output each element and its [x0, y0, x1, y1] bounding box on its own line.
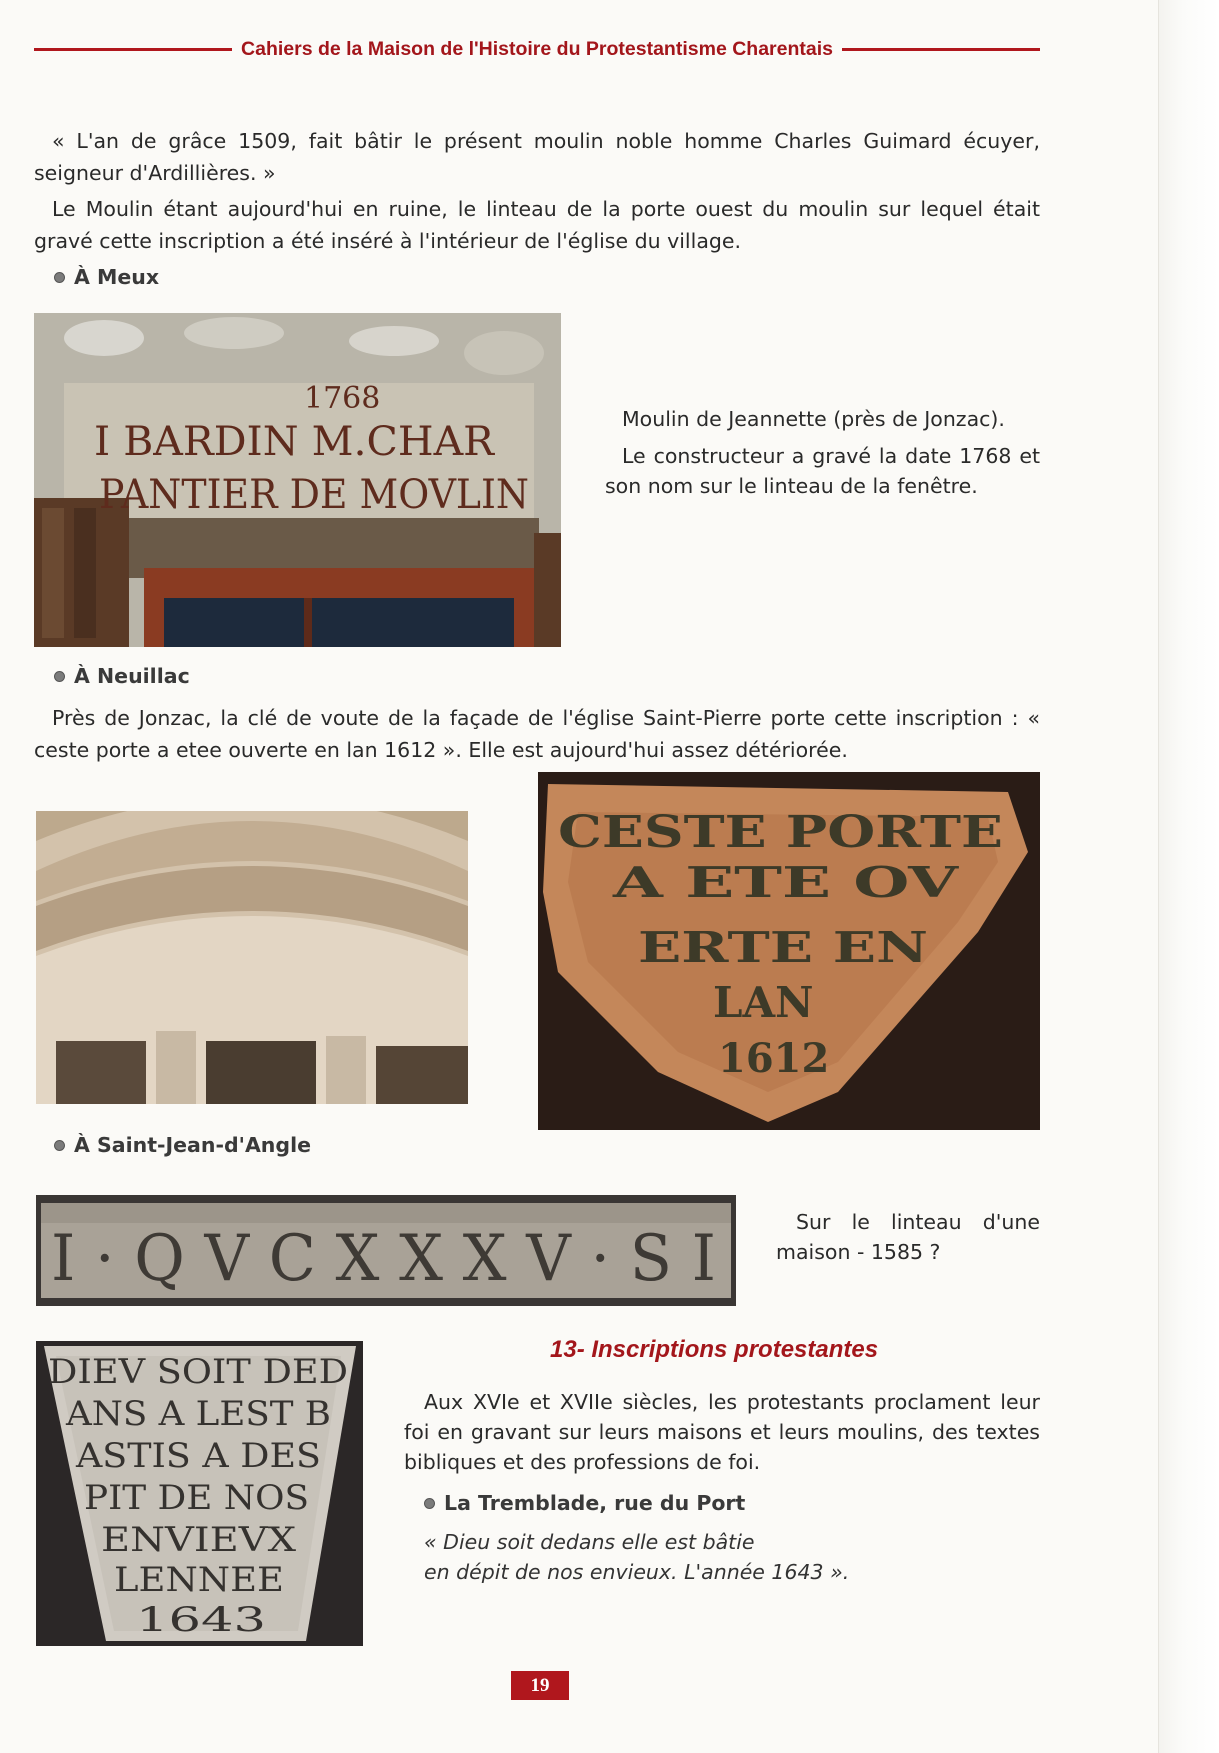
neuillac-inscription-line-5: 1612	[718, 1035, 830, 1082]
header-rule-right	[842, 48, 1040, 51]
meux-inscription-line-2: PANTIER DE MOVLIN	[99, 472, 529, 518]
tremblade-inscription-line-1: DIEV SOIT DED	[48, 1352, 348, 1392]
page-header	[34, 34, 1040, 64]
meux-inscription-line-1: I BARDIN M.CHAR	[94, 419, 496, 465]
tremblade-inscription-line-4: PIT DE NOS	[84, 1478, 309, 1518]
bullet-neuillac	[54, 664, 190, 688]
tremblade-inscription-line-7: 1643	[136, 1600, 266, 1640]
neuillac-inscription-line-4: LAN	[713, 978, 814, 1027]
bullet-saint-jean-label: À Saint-Jean-d'Angle	[74, 1133, 312, 1157]
header-rule-left	[34, 48, 232, 51]
caption-jeannette-title: Moulin de Jeannette (près de Jonzac).	[622, 407, 1005, 431]
paragraph-protestants: Aux XVIe et XVIIe siècles, les protestants proclament leur foi en gravant sur leurs maisons et leurs moulins, des textes bibliques et des professions de foi.	[404, 1390, 1040, 1474]
quote-tremblade	[424, 1527, 1024, 1587]
bullet-tremblade	[424, 1491, 745, 1515]
paragraph-neuillac: Près de Jonzac, la clé de voute de la façade de l'église Saint-Pierre porte cette inscription : « ceste porte a etee ouverte en lan 1612 ». Elle est aujourd'hui assez détériorée.	[34, 706, 1040, 762]
quote-tremblade-line-2: en dépit de nos envieux. L'année 1643 ».	[424, 1560, 850, 1584]
meux-inscription-date: 1768	[304, 381, 381, 416]
bullet-dot-icon	[54, 1140, 65, 1151]
tremblade-inscription-line-5: ENVIEVX	[101, 1520, 297, 1560]
paragraph-quote-1509: « L'an de grâce 1509, fait bâtir le présent moulin noble homme Charles Guimard écuyer, seigneur d'Ardillières. »	[34, 129, 1040, 185]
page-number: 19	[511, 1671, 569, 1700]
page-edge	[1158, 0, 1219, 1753]
saint-jean-inscription: I · Q V C X X X V · S I	[51, 1222, 716, 1296]
neuillac-inscription-line-3: ERTE EN	[638, 923, 928, 972]
section-title: 13- Inscriptions protestantes	[550, 1336, 879, 1363]
tremblade-inscription-line-6: LENNEE	[114, 1560, 284, 1600]
neuillac-inscription-line-2: A ETE OV	[611, 858, 961, 907]
bullet-neuillac-label: À Neuillac	[74, 664, 190, 688]
photo-moulin-jeannette	[34, 313, 561, 647]
bullet-meux-label: À Meux	[74, 265, 160, 289]
photo-tremblade-keystone	[36, 1341, 363, 1646]
header-title: Cahiers de la Maison de l'Histoire du Protestantisme Charentais	[241, 37, 833, 60]
quote-tremblade-line-1: « Dieu soit dedans elle est bâtie	[424, 1530, 755, 1554]
tremblade-inscription-line-3: ASTIS A DES	[74, 1436, 321, 1476]
caption-jeannette-text: Le constructeur a gravé la date 1768 et son nom sur le linteau de la fenêtre.	[605, 444, 1040, 498]
neuillac-inscription-line-1: CESTE PORTE	[558, 807, 1003, 858]
bullet-dot-icon	[424, 1498, 435, 1509]
photo-linteau-saint-jean	[36, 1195, 736, 1306]
caption-linteau: Sur le linteau d'une maison - 1585 ?	[776, 1210, 1040, 1264]
photo-ceste-porte	[538, 772, 1040, 1130]
tremblade-inscription-line-2: ANS A LEST B	[64, 1394, 332, 1434]
paragraph-moulin-ruine: Le Moulin étant aujourd'hui en ruine, le linteau de la porte ouest du moulin sur lequel était gravé cette inscription a été inséré à l'intérieur de l'église du village.	[34, 197, 1040, 253]
photo-eglise-arch	[36, 811, 468, 1104]
bullet-tremblade-label: La Tremblade, rue du Port	[444, 1491, 746, 1515]
bullet-dot-icon	[54, 272, 65, 283]
bullet-saint-jean	[54, 1133, 311, 1157]
bullet-meux	[54, 265, 159, 289]
bullet-dot-icon	[54, 671, 65, 682]
